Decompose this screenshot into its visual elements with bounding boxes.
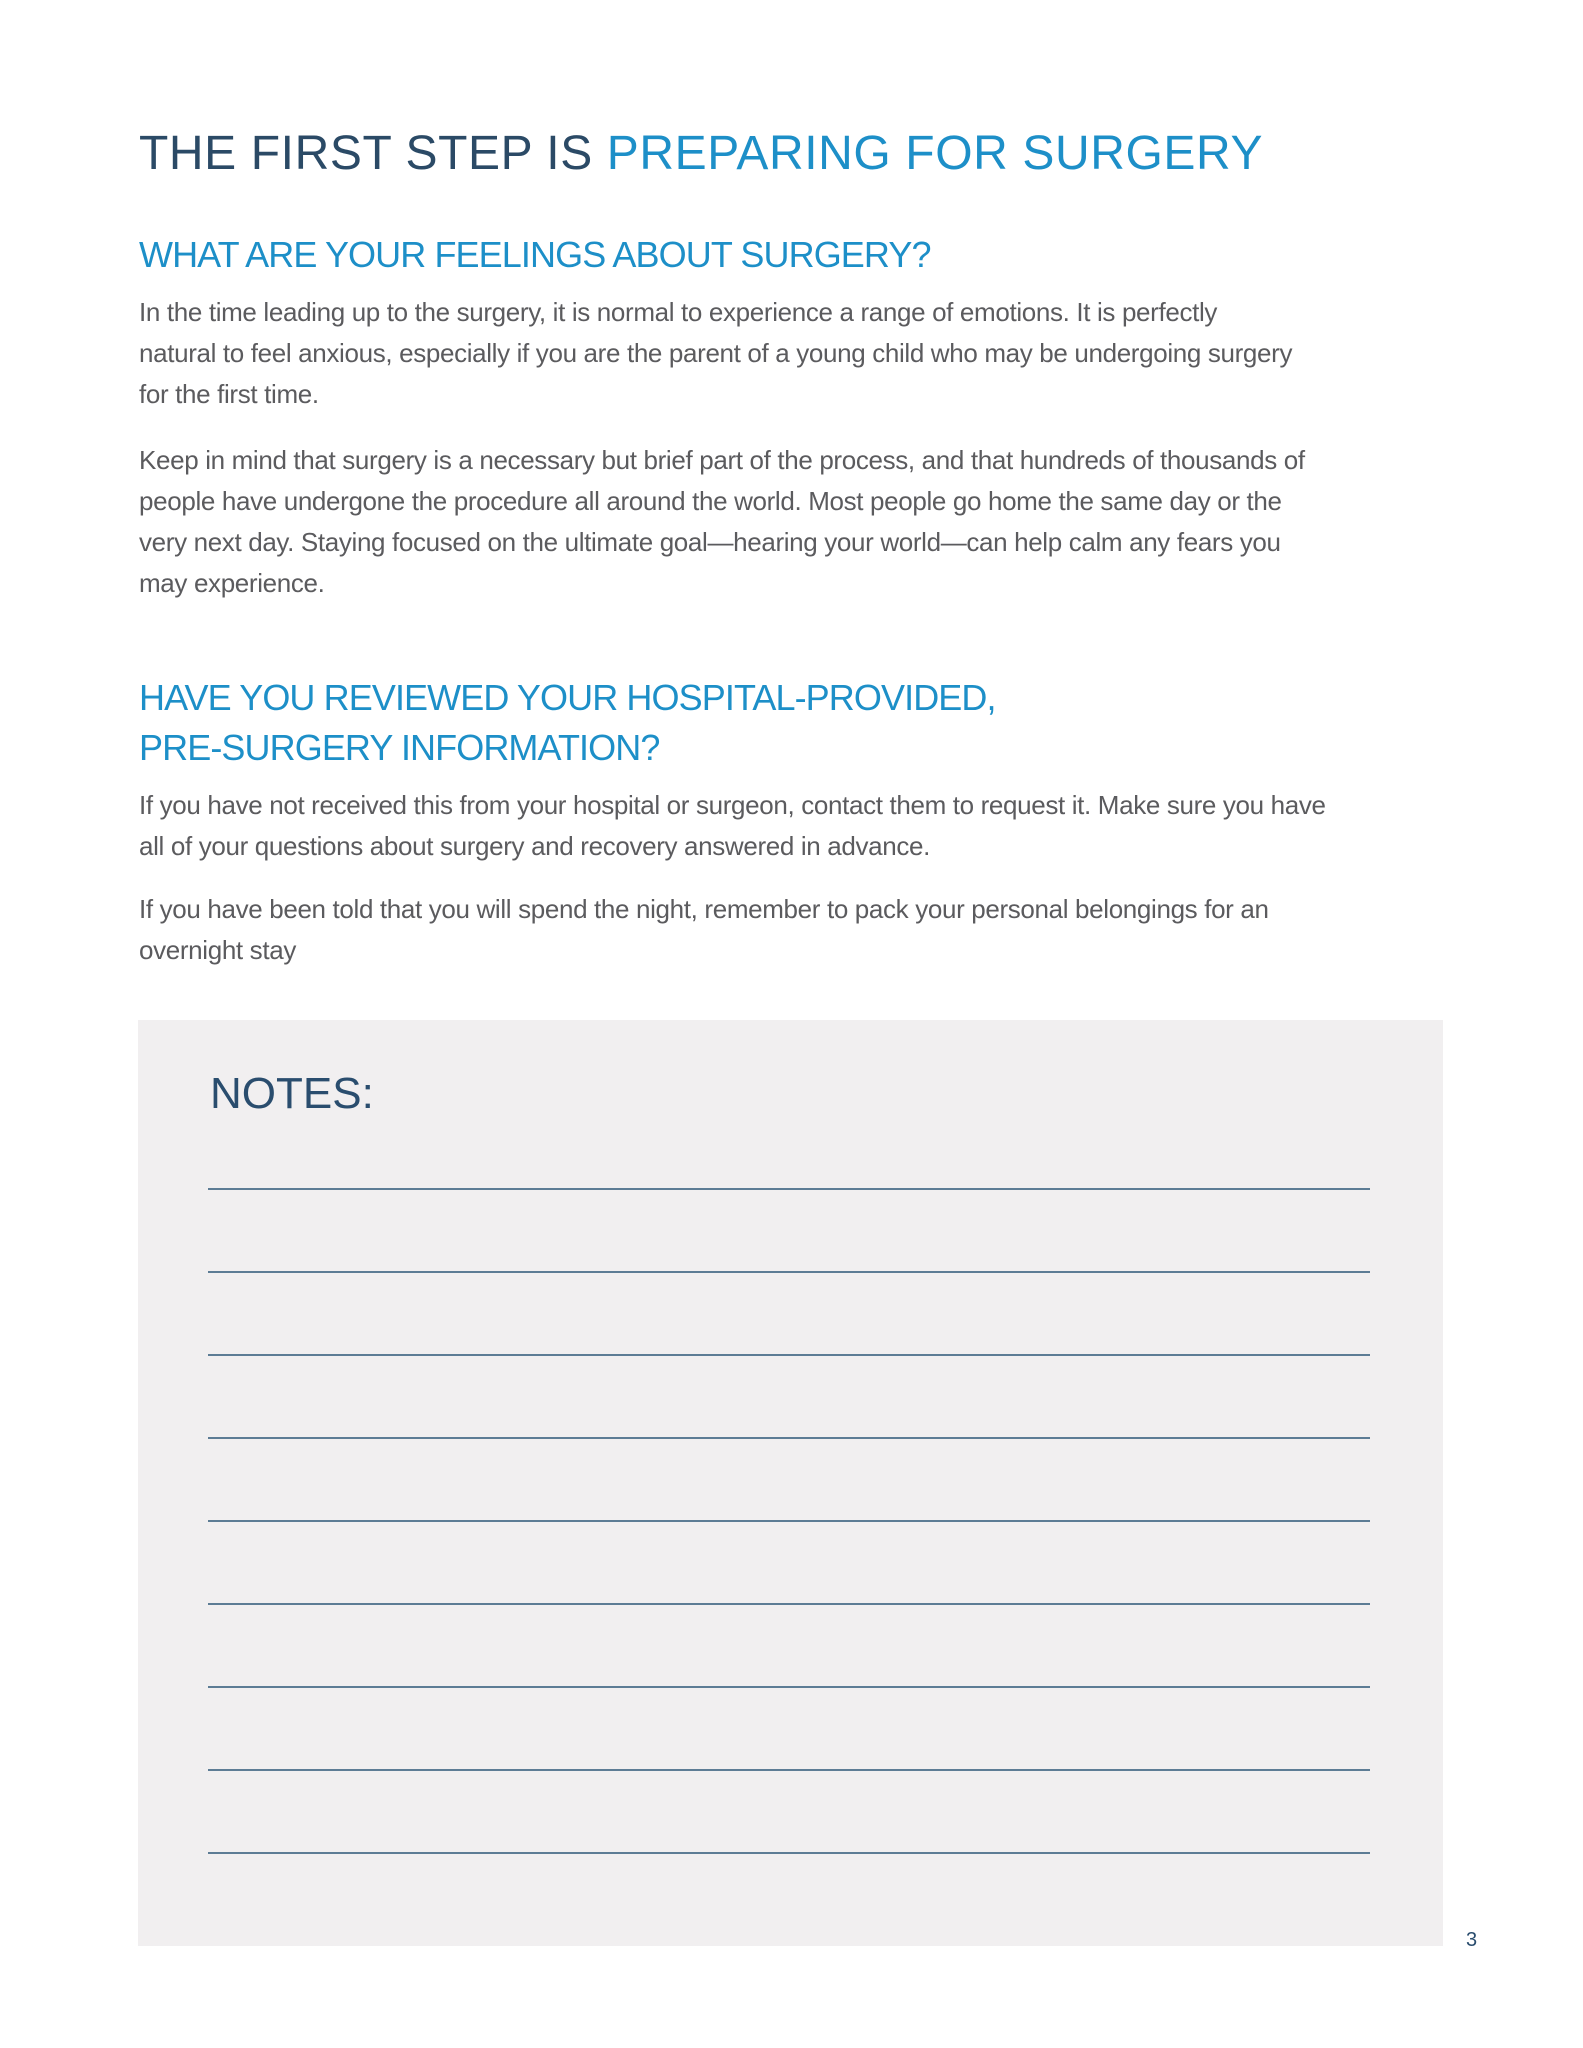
paragraph-keep-in-mind bbox=[139, 440, 1305, 604]
page-number: 3 bbox=[1466, 1929, 1478, 1951]
notes-writing-line[interactable] bbox=[208, 1188, 1370, 1190]
section-heading-line: PRE-SURGERY INFORMATION? bbox=[139, 727, 660, 768]
section-heading-hospital-info bbox=[139, 673, 996, 773]
page-title-lead: THE FIRST STEP IS bbox=[139, 127, 607, 180]
section-heading-line: HAVE YOU REVIEWED YOUR HOSPITAL-PROVIDED, bbox=[139, 677, 996, 718]
paragraph-line: If you have not received this from your hospital or surgeon, contact them to request it. Make sure you have bbox=[139, 790, 1326, 820]
notes-writing-line[interactable] bbox=[208, 1769, 1370, 1771]
paragraph-line: very next day. Staying focused on the ultimate goal—hearing your world—can help calm any fears you bbox=[139, 527, 1281, 557]
paragraph-line: people have undergone the procedure all around the world. Most people go home the same day or the bbox=[139, 486, 1282, 516]
notes-writing-line[interactable] bbox=[208, 1603, 1370, 1605]
notes-box bbox=[138, 1020, 1443, 1946]
paragraph-line: overnight stay bbox=[139, 935, 296, 965]
paragraph-line: natural to feel anxious, especially if you are the parent of a young child who may be undergoing surgery bbox=[139, 338, 1293, 368]
section-heading-line: WHAT ARE YOUR FEELINGS ABOUT SURGERY? bbox=[139, 234, 931, 275]
notes-writing-line[interactable] bbox=[208, 1686, 1370, 1688]
paragraph-overnight-stay bbox=[139, 889, 1269, 971]
paragraph-line: Keep in mind that surgery is a necessary but brief part of the process, and that hundreds of thousands of bbox=[139, 445, 1305, 475]
notes-writing-line[interactable] bbox=[208, 1437, 1370, 1439]
paragraph-line: In the time leading up to the surgery, it is normal to experience a range of emotions. It is perfectly bbox=[139, 297, 1218, 327]
page-title bbox=[139, 126, 1263, 182]
paragraph-emotions bbox=[139, 292, 1292, 415]
paragraph-line: may experience. bbox=[139, 568, 325, 598]
page-title-highlight: PREPARING FOR SURGERY bbox=[606, 127, 1264, 180]
paragraph-line: for the first time. bbox=[139, 379, 319, 409]
notes-writing-line[interactable] bbox=[208, 1354, 1370, 1356]
paragraph-request-info bbox=[139, 785, 1326, 867]
notes-writing-line[interactable] bbox=[208, 1271, 1370, 1273]
notes-title: NOTES: bbox=[210, 1069, 374, 1118]
notes-writing-line[interactable] bbox=[208, 1852, 1370, 1854]
notes-writing-line[interactable] bbox=[208, 1520, 1370, 1522]
section-heading-feelings bbox=[139, 230, 931, 280]
paragraph-line: If you have been told that you will spend the night, remember to pack your personal belongings for an bbox=[139, 894, 1269, 924]
paragraph-line: all of your questions about surgery and recovery answered in advance. bbox=[139, 831, 930, 861]
